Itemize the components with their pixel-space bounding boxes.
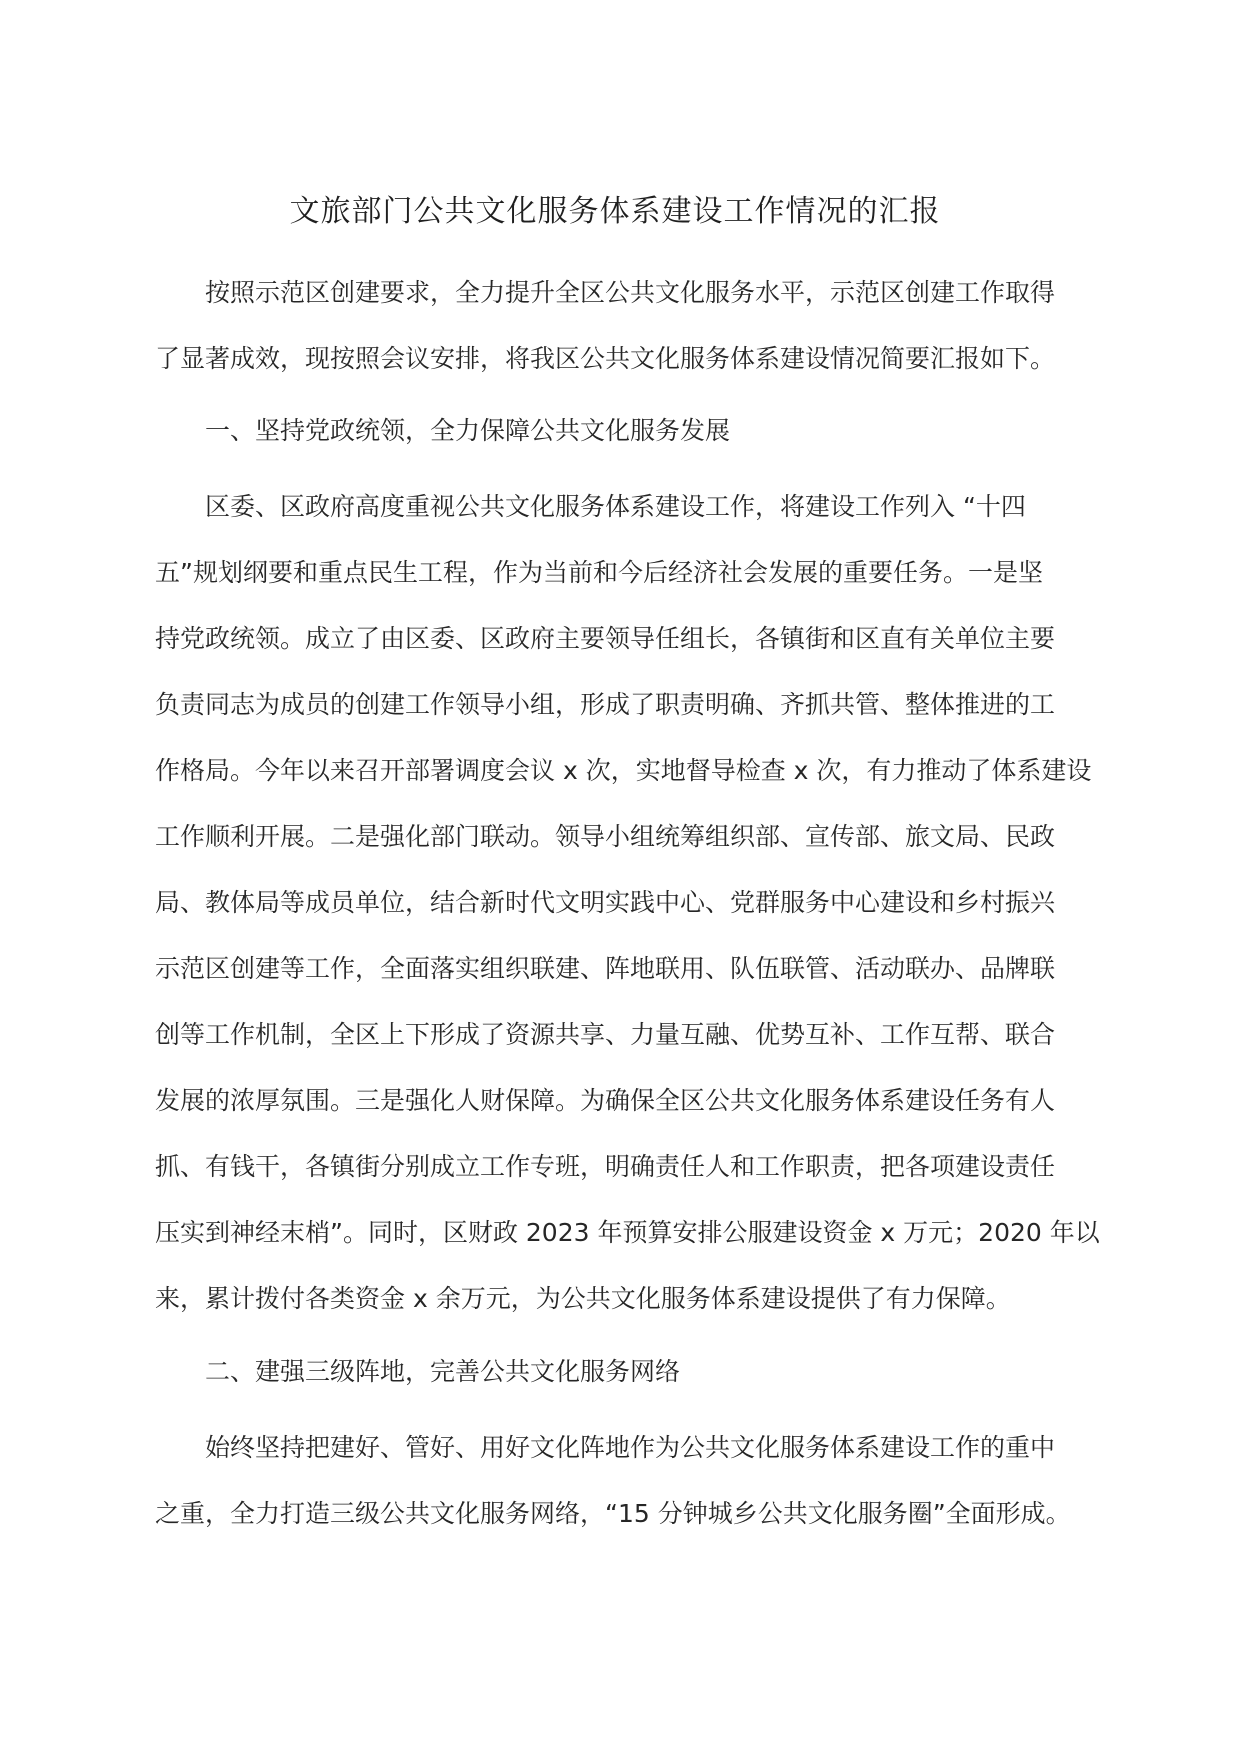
body-line: 五”规划纲要和重点民生工程，作为当前和今后经济社会发展的重要任务。一是坚 [155,558,1043,587]
body-line: 了显著成效，现按照会议安排，将我区公共文化服务体系建设情况简要汇报如下。 [155,344,1056,373]
body-line: 工作顺利开展。二是强化部门联动。领导小组统筹组织部、宣传部、旅文局、民政 [155,822,1056,851]
body-line: 作格局。今年以来召开部署调度会议 x 次，实地督导检查 x 次，有力推动了体系建设 [155,756,1092,785]
body-line: 示范区创建等工作，全面落实组织联建、阵地联用、队伍联管、活动联办、品牌联 [155,954,1056,983]
body-line: 持党政统领。成立了由区委、区政府主要领导任组长，各镇街和区直有关单位主要 [155,624,1056,653]
body-line: 创等工作机制，全区上下形成了资源共享、力量互融、优势互补、工作互帮、联合 [155,1020,1056,1049]
body-line: 抓、有钱干，各镇街分别成立工作专班，明确责任人和工作职责，把各项建设责任 [155,1152,1056,1181]
body-line: 发展的浓厚氛围。三是强化人财保障。为确保全区公共文化服务体系建设任务有人 [155,1086,1056,1115]
body-line: 之重，全力打造三级公共文化服务网络，“15 分钟城乡公共文化服务圈”全面形成。 [155,1499,1071,1528]
body-line: 来，累计拨付各类资金 x 余万元，为公共文化服务体系建设提供了有力保障。 [155,1284,1011,1313]
body-line: 负责同志为成员的创建工作领导小组，形成了职责明确、齐抓共管、整体推进的工 [155,690,1056,719]
document-title: 文旅部门公共文化服务体系建设工作情况的汇报 [289,194,941,229]
section-heading-1: 一、坚持党政统领，全力保障公共文化服务发展 [205,416,731,445]
section-heading-2: 二、建强三级阵地，完善公共文化服务网络 [205,1357,681,1386]
body-line: 按照示范区创建要求，全力提升全区公共文化服务水平，示范区创建工作取得 [205,278,1056,307]
body-line: 始终坚持把建好、管好、用好文化阵地作为公共文化服务体系建设工作的重中 [205,1433,1056,1462]
body-line: 压实到神经末梢”。同时，区财政 2023 年预算安排公服建设资金 x 万元；2020 年以 [155,1218,1100,1247]
body-line: 局、教体局等成员单位，结合新时代文明实践中心、党群服务中心建设和乡村振兴 [155,888,1056,917]
body-line: 区委、区政府高度重视公共文化服务体系建设工作，将建设工作列入 “十四 [205,492,1026,521]
